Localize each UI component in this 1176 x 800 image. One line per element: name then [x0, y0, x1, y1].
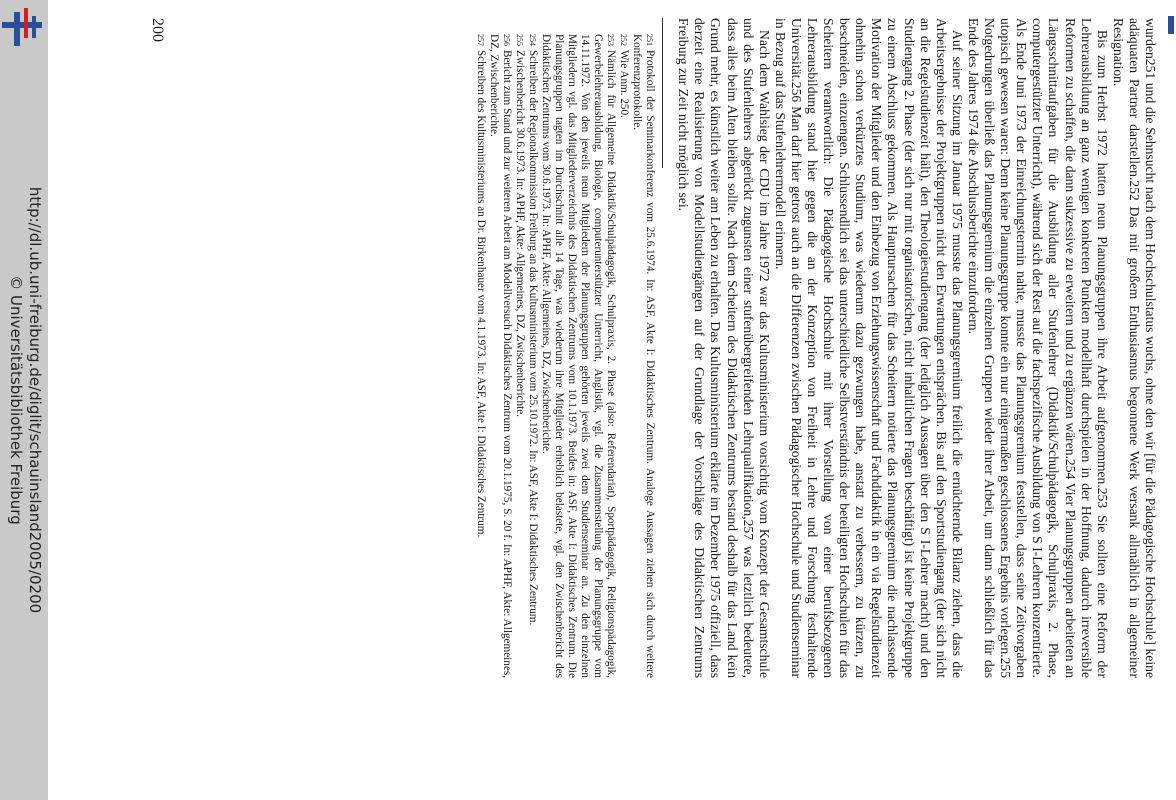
- page-text: [474, 18, 1158, 678]
- edge-marker: [1168, 16, 1174, 34]
- paragraph-4: Nach dem Wahlsieg der CDU im Jahre 1972 war das Kultusministerium vorsichtig vom Konzept der Gesamtschule und des Stufenlehrers abgerückt zugunsten einer stufenübergreifenden Lehrqualifikation,257 was letztlich bedeutete, dass alles beim Alten bleiben sollte. Nach dem Scheitern des Didaktischen Zentrums bestand deshalb für das Land kein Grund mehr, es künstlich weiter am Leben zu erhalten. Das Kultusministerium erklärte im Dezember 1975 offiziell, dass derzeit eine Realisierung von Modellstudiengängen auf der Grundlage der Vorschläge des Didaktischen Zentrums Freiburg zur Zeit nicht möglich sei.: [676, 18, 772, 678]
- footnote: 253Nämlich für Allgemeine Didaktik/Schulpädagogik, Schulpraxis, 2. Phase (also: Referendariat), Sportpädagogik, Religionspädagogik, Gewerbelehrerausbildung, Biologie, computerunterstützter Unterricht, Anglistik, vgl. die Zusammenstellung der Planungsgruppe vom 14.11.1972. Von den jeweils neun Mitgliedern der Planungsgruppen gehörten jeweils zwei dem Studienseminar an. Zu den einzelnen Mitgliedern vgl. das Mitgliederverzeichnis des Didaktischen Zentrums vom 10.1.1973. Beides in: ASF, Akte I: Didaktisches Zentrum. Die Planungsgruppen tagten im Durchschnitt alle 14 Tage, was wiederum ihre Mitglieder erheblich belastete, vgl. den Zwischenbericht des Didaktischen Zentrums vom 30.6.1973. In: APHF, Akte: Allgemeines, DZ, Zwischenberichte.: [540, 34, 618, 678]
- scanned-page: [100, 0, 1176, 800]
- watermark: [0, 0, 50, 800]
- watermark-copyright: © Universitätsbibliothek Freiburg: [7, 275, 25, 525]
- paragraph-1: wurden251 und die Sehnsucht nach dem Hochschulstatus wuchs, ohne den wir [für die Pädagogische Hochschule] keine adäquaten Partner darstellen.252 Das mit großem Enthusiasmus begonnene Werk versank allmählich in allgemeiner Resignation.: [1110, 18, 1158, 678]
- footnote-separator: [662, 18, 663, 168]
- footnote: 255Zwischenbericht 30.6.1973. In: APHF, Akte: Allgemeines, DZ, Zwischenberichte.: [514, 34, 527, 417]
- paragraph-3: Auf seiner Sitzung im Januar 1975 musste das Planungsgremium freilich die ernüchternde Bilanz ziehen, dass die Arbeitsergebnisse der Projektgruppen nicht den Erwartungen entsprächen. Bis auf den Sportstudiengang (der sich nicht an die Regelstudienzeit hält), den Theologiestudiengang (der lediglich Aussagen über den S I-Lehrer macht) und den Studiengang 2. Phase (der sich nur mit organisatorischen, nicht inhaltlichen Fragen beschäftigt) ist keine Projektgruppe zu einem Abschluss gekommen. Als Hauptursachen für das Scheitern notierte das Planungsgremium die nachlassende Motivation der Mitglieder und den Einbezug von Erziehungswissenschaft und Fachdidaktik in ein via Regelstudienzeit ohnehin schon verkürztes Studium, was wiederum dazu gezwungen habe, anstatt zu verbessern, zu kürzen, zu beschneiden, einzuengen. Schlussendlich sei das unterschiedliche Selbstverständnis der beteiligten Hochschulen für das Scheitern verantwortlich: Die Pädagogische Hochschule mit ihrer Vorstellung von einer berufsbezogenen Lehrerausbildung stand hier gegen die an der Konzeption von Freiheit in Lehre und Forschung festhaltende Universität.256 Man darf hier getrost auch an die Differenzen zwischen Pädagogischer Hochschule und Studienseminar in Bezug auf das Stufenlehrermodell erinnern.: [772, 18, 965, 678]
- footnote: 254Schreiben der Regionalkommission Freiburg an das Kultusministerium vom 25.10.1972. In: ASF, Akte I: Didaktisches Zentrum.: [527, 34, 540, 626]
- footnote: 256Bericht zum Stand und zur weiteren Arbeit am Modellversuch Didaktisches Zentrum vom 20.1.1975, S. 20 f. In: APHF, Akte: Allgemeines, DZ, Zwischenberichte.: [488, 34, 514, 678]
- footnote: 257Schreiben des Kultusministeriums an Dr. Birkenhauer vom 4.1.1973. In: ASF, Akte I: Didaktisches Zentrum.: [475, 34, 488, 538]
- page-number: 200: [149, 18, 166, 42]
- paragraph-2: Bis zum Herbst 1972 hatten neun Planungsgruppen ihre Arbeit aufgenommen.253 Sie sollten eine Reform der Lehrerausbildung an ganz wenigen konkreten Punkten modellhaft durchspielen in der Hoffnung, dadurch irreversible Reformen zu schaffen, die dann sukzessive zu erweitern und zu ergänzen wären.254 Vier Planungsgruppen arbeiteten an Längsschnittaufgaben für die Ausbildung aller Stufenlehrer (Didaktik/Schulpädagogik, Schulpraxis, 2. Phase, computergestützter Unterricht), während sich der Rest auf die fachspezifische Ausbildung von S I-Lehrern konzentrierte. Als Ende Juni 1973 der Einreichungstermin nahte, musste das Planungsgremium feststellen, dass seine Zeitvorgaben utopisch gewesen waren: Denn keine Planungsgruppe konnte ein nur einigermaßen geschlossenes Ergebnis vorlegen.255 Notgedrungen überließ das Planungsgremium die einzelnen Gruppen wieder ihrer Arbeit, um dann schließlich für das Ende des Jahres 1974 die Abschlussberichte einzufordern.: [965, 18, 1110, 678]
- watermark-url[interactable]: http://dl.ub.uni-freiburg.de/diglit/schauinsland2005/0200: [26, 186, 44, 614]
- footnote: 252Wie Anm. 250.: [618, 34, 631, 118]
- footnote: 251Protokoll der Seminarkonferenz vom 25.6.1974. In: ASF, Akte I: Didaktisches Zentrum. Analoge Aussagen ziehen sich durch weitere Konferenzprotokolle.: [631, 34, 657, 678]
